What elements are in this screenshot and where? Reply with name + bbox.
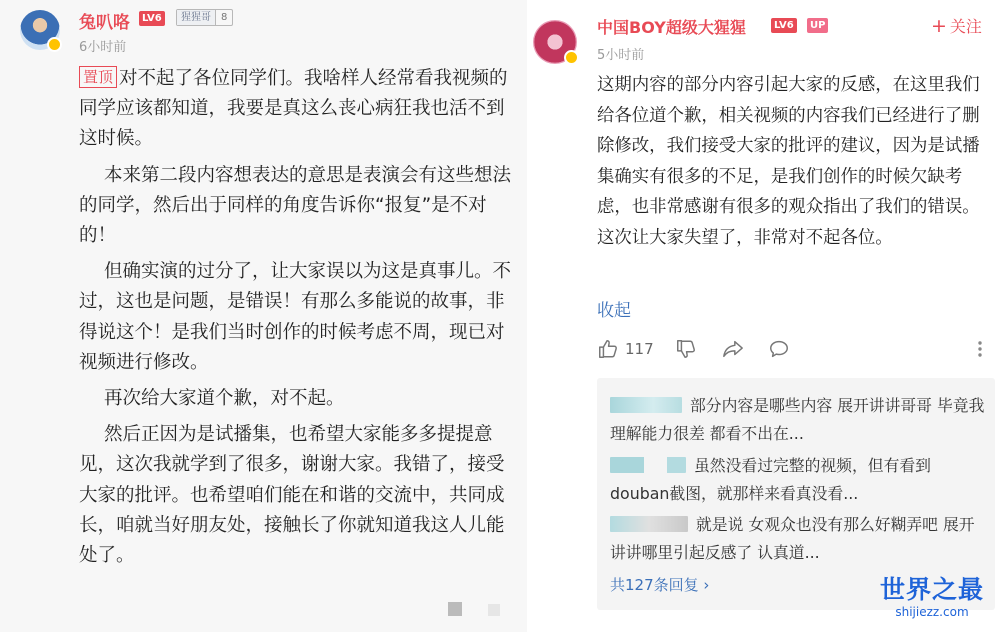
obscured-mark	[488, 604, 500, 616]
reply-item[interactable]	[610, 452, 990, 507]
view-all-replies-link[interactable]	[610, 574, 709, 595]
like-count: 117	[625, 340, 654, 358]
reply-text: 就是说 女观众也没有那么好糊弄吧 展开讲讲哪里引起反感了 认真道...	[610, 515, 975, 562]
dislike-button[interactable]	[675, 338, 697, 360]
avatar[interactable]	[533, 20, 577, 64]
watermark-title: 世界之最	[879, 575, 984, 604]
comment-body: 这期内容的部分内容引起大家的反感，在这里我们给各位道个歉，相关视频的内容我们已经进行了删除修改，我们接受大家的批评的建议，因为是试播集确实有很多的不足，是我们创作的时候欠缺考虑，也非常感谢有很多的观众指出了我们的错误。这次让大家失望了，非常对不起各位。	[597, 75, 980, 248]
follow-label: 关注	[949, 17, 982, 36]
collapse-link[interactable]: 收起	[597, 301, 631, 321]
comment-paragraph: 再次给大家道个歉，对不起。	[103, 388, 345, 410]
blurred-username	[610, 457, 686, 473]
fan-badge-level: 8	[215, 10, 232, 25]
reply-item[interactable]	[610, 511, 990, 566]
up-badge: UP	[807, 18, 828, 33]
thumbs-up-icon	[597, 338, 619, 360]
chevron-right-icon: ›	[703, 576, 710, 594]
reply-item[interactable]	[610, 392, 990, 447]
vertical-dots-icon	[975, 338, 985, 360]
blurred-username	[610, 516, 688, 532]
comment-icon	[767, 338, 791, 360]
level-badge: LV6	[139, 11, 165, 26]
like-button[interactable]	[597, 338, 654, 360]
fan-badge	[176, 9, 233, 26]
follow-button[interactable]	[931, 14, 982, 37]
comment-first-paragraph	[79, 64, 519, 155]
obscured-mark	[448, 602, 462, 616]
avatar[interactable]	[20, 10, 60, 50]
reply-text: 部分内容是哪些内容 展开讲讲哥哥 毕竟我理解能力很差 都看不出在...	[610, 396, 985, 443]
reply-button[interactable]	[767, 338, 791, 360]
comment-paragraph: 但确实演的过分了，让大家误以为这是真事儿。不过，这也是问题，是错误！有那么多能说的故事，非得说这个！是我们当时创作的时候考虑不周，现已对视频进行修改。	[79, 261, 511, 373]
more-options-button[interactable]	[975, 338, 985, 360]
comment-paragraph: 然后正因为是试播集，也希望大家能多多提提意见，这次我就学到了很多，谢谢大家。我错了，接受大家的批评。也希望咱们能在和谐的交流中，共同成长，咱就当好朋友处，接触长了你就知道我这人儿能处了。	[79, 424, 505, 567]
verified-icon	[47, 37, 62, 52]
comment-paragraph: 本来第二段内容想表达的意思是表演会有这些想法的同学，然后出于同样的角度告诉你“报复”是不对的！	[79, 164, 511, 247]
right-comment-panel	[527, 0, 1000, 632]
action-bar	[597, 338, 995, 362]
comment-body	[79, 64, 519, 571]
plus-icon: +	[931, 15, 947, 37]
blurred-username	[610, 397, 682, 413]
post-time: 6小时前	[79, 40, 127, 55]
verified-icon	[564, 50, 579, 65]
comment-text: 对不起了各位同学们。我啥样人经常看我视频的同学应该都知道，我要是真这么丧心病狂我也活不到这时候。	[79, 68, 508, 150]
thumbs-down-icon	[675, 338, 697, 360]
more-replies-label: 共127条回复	[610, 576, 699, 594]
share-button[interactable]	[721, 338, 745, 360]
share-icon	[721, 338, 745, 360]
level-badge: LV6	[771, 18, 797, 33]
fan-badge-name: 猩猩哥	[177, 10, 215, 25]
watermark-url: shijiezz.com	[895, 605, 969, 619]
username[interactable]: 中国BOY超级大猩猩	[597, 18, 746, 37]
pinned-badge: 置顶	[79, 66, 117, 88]
reply-text: 虽然没看过完整的视频，但有看到douban截图，就那样来看真没看...	[610, 456, 931, 503]
site-watermark	[867, 575, 997, 619]
post-time: 5小时前	[597, 48, 645, 63]
username[interactable]: 兔叭咯	[79, 13, 130, 33]
